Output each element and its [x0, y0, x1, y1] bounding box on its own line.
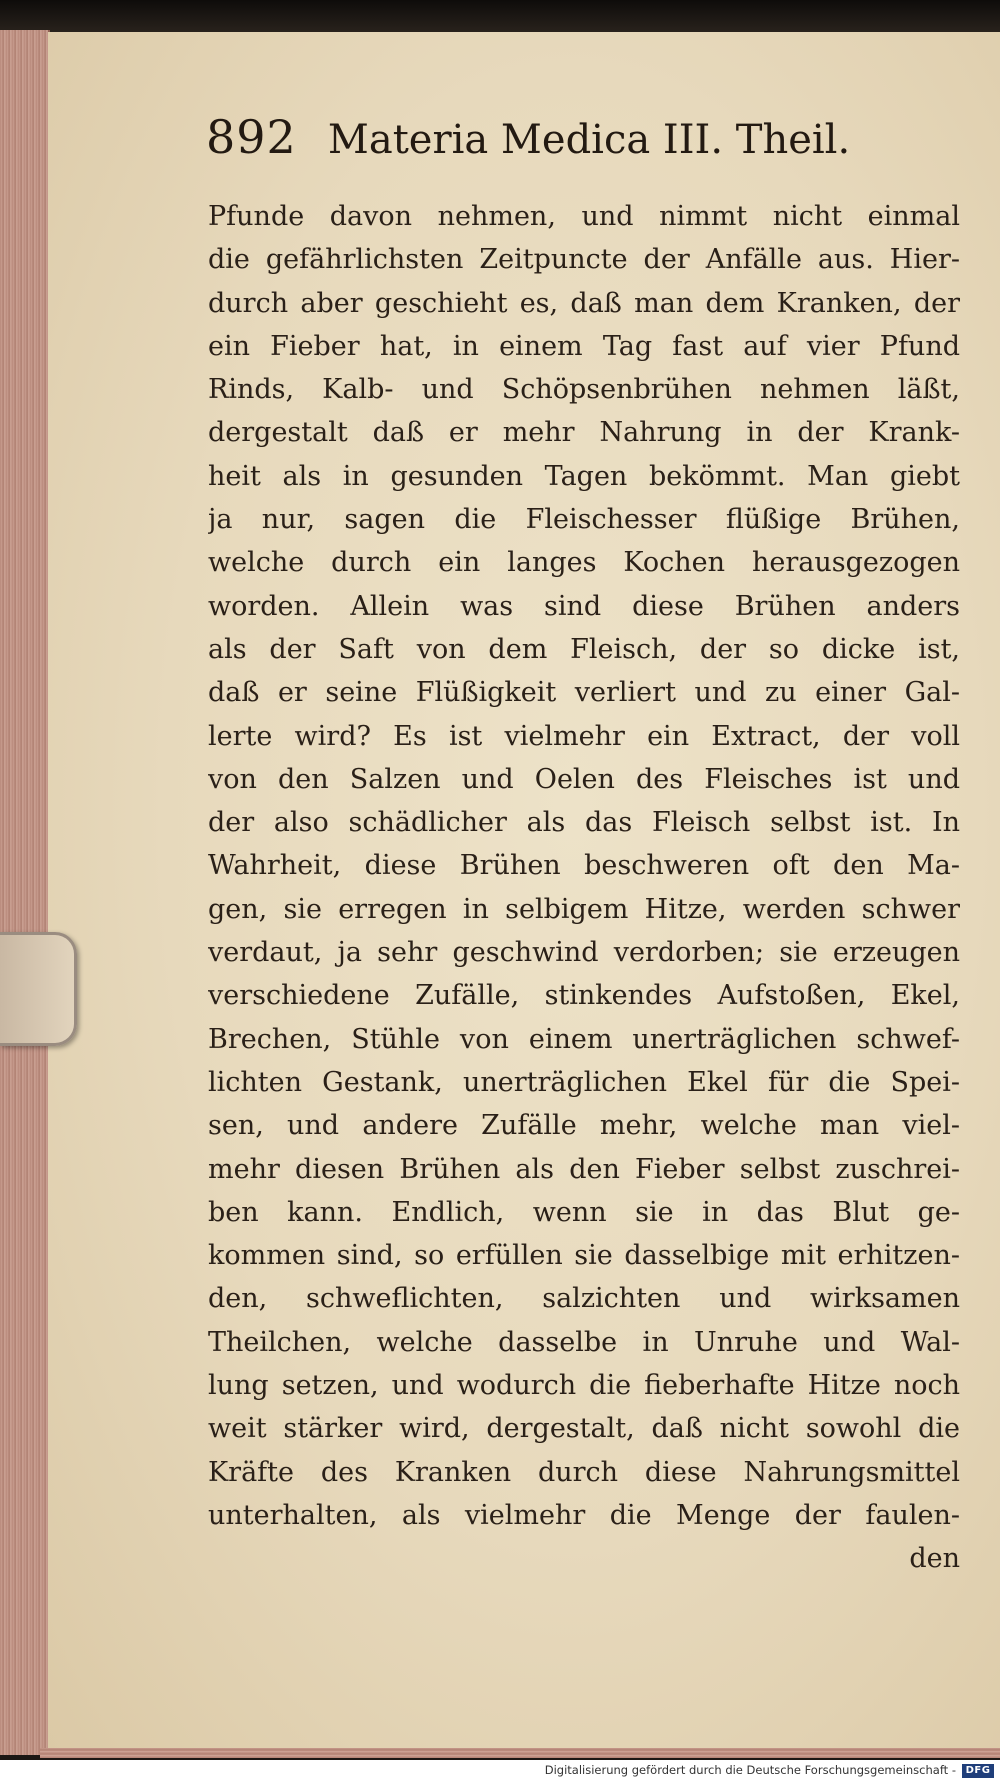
text-line: daß er seine Flüßigkeit verliert und zu einer Gal- — [208, 677, 960, 709]
text-line: Theilchen, welche dasselbe in Unruhe und Wal- — [208, 1326, 960, 1358]
text-line: als der Saft von dem Fleisch, der so dicke ist, — [208, 633, 960, 665]
digitization-footer — [0, 1760, 1000, 1782]
text-line: welche durch ein langes Kochen herausgezogen — [208, 547, 960, 579]
text-line: lerte wird? Es ist vielmehr ein Extract, der voll — [208, 720, 960, 752]
text-line: verdaut, ja sehr geschwind verdorben; sie erzeugen — [208, 937, 960, 969]
dfg-logo: DFG — [962, 1764, 994, 1778]
page-number: 892 — [206, 110, 297, 164]
text-line: weit stärker wird, dergestalt, daß nicht sowohl die — [208, 1413, 960, 1445]
text-line: unterhalten, als vielmehr die Menge der faulen- — [208, 1499, 960, 1531]
text-line: ja nur, sagen die Fleischesser flüßige Brühen, — [208, 504, 960, 536]
text-line: Rinds, Kalb- und Schöpsenbrühen nehmen läßt, — [208, 374, 960, 406]
text-line: ein Fieber hat, in einem Tag fast auf vier Pfund — [208, 330, 960, 362]
text-line: lichten Gestank, unerträglichen Ekel für die Spei- — [208, 1066, 960, 1098]
text-line: dergestalt daß er mehr Nahrung in der Krank- — [208, 417, 960, 449]
text-line: gen, sie erregen in selbigem Hitze, werden schwer — [208, 893, 960, 925]
text-line: heit als in gesunden Tagen bekömmt. Man giebt — [208, 460, 960, 492]
funding-credit: Digitalisierung gefördert durch die Deutsche Forschungsgemeinschaft - — [544, 1763, 956, 1777]
running-title: Materia Medica III. Theil. — [327, 117, 851, 163]
body-text — [208, 195, 960, 1581]
text-line: worden. Allein was sind diese Brühen anders — [208, 590, 960, 622]
page-header — [206, 110, 850, 164]
text-line: sen, und andere Zufälle mehr, welche man viel- — [208, 1110, 960, 1142]
text-line: verschiedene Zufälle, stinkendes Aufstoßen, Ekel, — [208, 980, 960, 1012]
bookmark-ribbon — [0, 932, 77, 1046]
text-line: Brechen, Stühle von einem unerträglichen schwef- — [208, 1023, 960, 1055]
text-line: lung setzen, und wodurch die fieberhafte Hitze noch — [208, 1370, 960, 1402]
text-line: Kräfte des Kranken durch diese Nahrungsmittel — [208, 1456, 960, 1488]
text-line: den — [909, 1543, 960, 1575]
text-line: ben kann. Endlich, wenn sie in das Blut ge- — [208, 1196, 960, 1228]
top-shadow — [0, 0, 1000, 34]
page-bottom-edge — [40, 1748, 1000, 1758]
text-line: von den Salzen und Oelen des Fleisches ist und — [208, 763, 960, 795]
page-edges — [0, 30, 50, 1755]
text-line: der also schädlicher als das Fleisch selbst ist. In — [208, 807, 960, 839]
text-line: den, schweflichten, salzichten und wirksamen — [208, 1283, 960, 1315]
text-line: Wahrheit, diese Brühen beschweren oft den Ma- — [208, 850, 960, 882]
text-line: mehr diesen Brühen als den Fieber selbst zuschrei- — [208, 1153, 960, 1185]
text-line: kommen sind, so erfüllen sie dasselbige mit erhitzen- — [208, 1240, 960, 1272]
text-line: durch aber geschieht es, daß man dem Kranken, der — [208, 287, 960, 319]
text-line: die gefährlichsten Zeitpuncte der Anfälle aus. Hier- — [208, 244, 960, 276]
text-line: Pfunde davon nehmen, und nimmt nicht einmal — [208, 201, 960, 232]
